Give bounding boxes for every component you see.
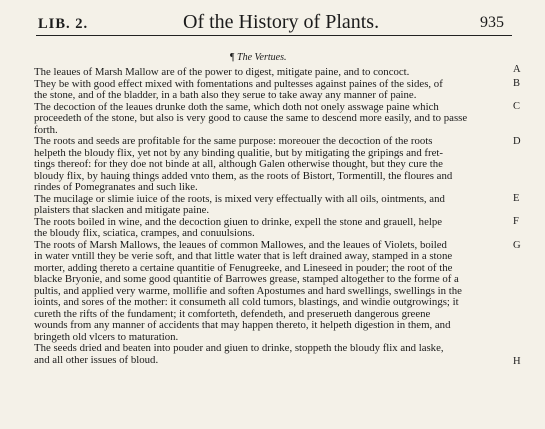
text-line: The seeds dried and beaten into pouder and giuen to drinke, stoppeth the bloudy flix and laske, xyxy=(34,343,444,354)
text-line: The roots boiled in wine, and the decoction giuen to drinke, expell the stone and grauell, helpe xyxy=(34,216,443,228)
text-line: pultis, and applied very warme, mollifie and soften Apostumes and hard swellings, swellings in the xyxy=(34,285,462,297)
margin-letter-e: E xyxy=(513,193,520,204)
margin-letter-b: B xyxy=(513,78,521,89)
text-line: proceedeth of the stone, but also is very good to cause the same to descend more easily, and to passe xyxy=(34,113,468,124)
text-line: plaisters that slacken and mitigate paine. xyxy=(34,205,210,216)
text-line: The decoction of the leaues drunke doth the same, which doth not onely asswage paine which xyxy=(34,101,439,113)
running-title: Of the History of Plants. xyxy=(183,11,380,33)
margin-letter-d: D xyxy=(513,136,521,147)
text-line: the bloudy flix, sciatica, crampes, and conuulsions. xyxy=(34,228,255,239)
book-number: LIB. 2. xyxy=(38,16,89,32)
text-line: in water vntill they be verie soft, and that little water that is left drained away, stamped in a stone xyxy=(34,251,453,262)
text-line: cureth the rifts of the fundament; it comforteth, defendeth, and preserueth dangerous greene xyxy=(34,308,431,320)
text-line: the stone, and of the bladder, in a bath also they serue to take away any manner of paine. xyxy=(34,90,417,101)
section-heading xyxy=(230,52,286,63)
text-line: They be with good effect mixed with fomentations and pultesses against paines of the sides, of xyxy=(34,78,443,90)
margin-letter-a: A xyxy=(513,64,521,75)
text-line: The roots of Marsh Mallows, the leaues of common Mallowes, and the leaues of Violets, boiled xyxy=(34,239,447,251)
text-line: ioints, and sores of the mother: it consumeth all cold tumors, blastings, and windie outgrowings; it xyxy=(34,297,459,308)
text-line: The mucilage or slimie iuice of the roots, is mixed very effectually with all oils, ointments, and xyxy=(34,193,445,205)
header-rule xyxy=(36,35,512,36)
pilcrow-icon: ¶ xyxy=(230,52,235,63)
text-line: The leaues of Marsh Mallow are of the power to digest, mitigate paine, and to concoct. xyxy=(34,67,410,78)
text-line: wounds from any manner of accidents that may happen thereto, it helpeth digestion in them, and xyxy=(34,320,451,331)
text-line: blacke Bryonie, and some good quantitie of Barrowes grease, stamped altogether to the forme of a xyxy=(34,274,459,285)
margin-letter-f: F xyxy=(513,216,519,227)
page-number: 935 xyxy=(480,14,504,31)
page-header xyxy=(0,0,545,36)
text-line: rindes of Pomegranates and such like. xyxy=(34,182,198,193)
text-line: bringeth old vlcers to maturation. xyxy=(34,331,179,343)
text-line: and all other issues of bloud. xyxy=(34,354,159,366)
text-line: tings thereof: for they doe not binde at all, although Galen otherwise thought, but they cure the xyxy=(34,159,443,170)
margin-letter-g: G xyxy=(513,240,521,251)
margin-letter-c: C xyxy=(513,101,521,112)
text-line: bloudy flix, by hauing things added vnto them, as the roots of Bistort, Tormentill, the floures and xyxy=(34,170,453,182)
margin-letter-h: H xyxy=(513,356,521,367)
text-line: helpeth the bloudy flix, yet not by any binding qualitie, but by mitigating the gripings and fret- xyxy=(34,147,444,159)
body-text xyxy=(34,67,510,366)
text-line: The roots and seeds are profitable for the same purpose: moreouer the decoction of the roots xyxy=(34,136,433,147)
text-line: forth. xyxy=(34,124,58,136)
text-line: morter, adding thereto a certaine quantitie of Fenugreeke, and Lineseed in pouder; the root of the xyxy=(34,262,453,274)
section-title: The Vertues. xyxy=(237,52,287,63)
